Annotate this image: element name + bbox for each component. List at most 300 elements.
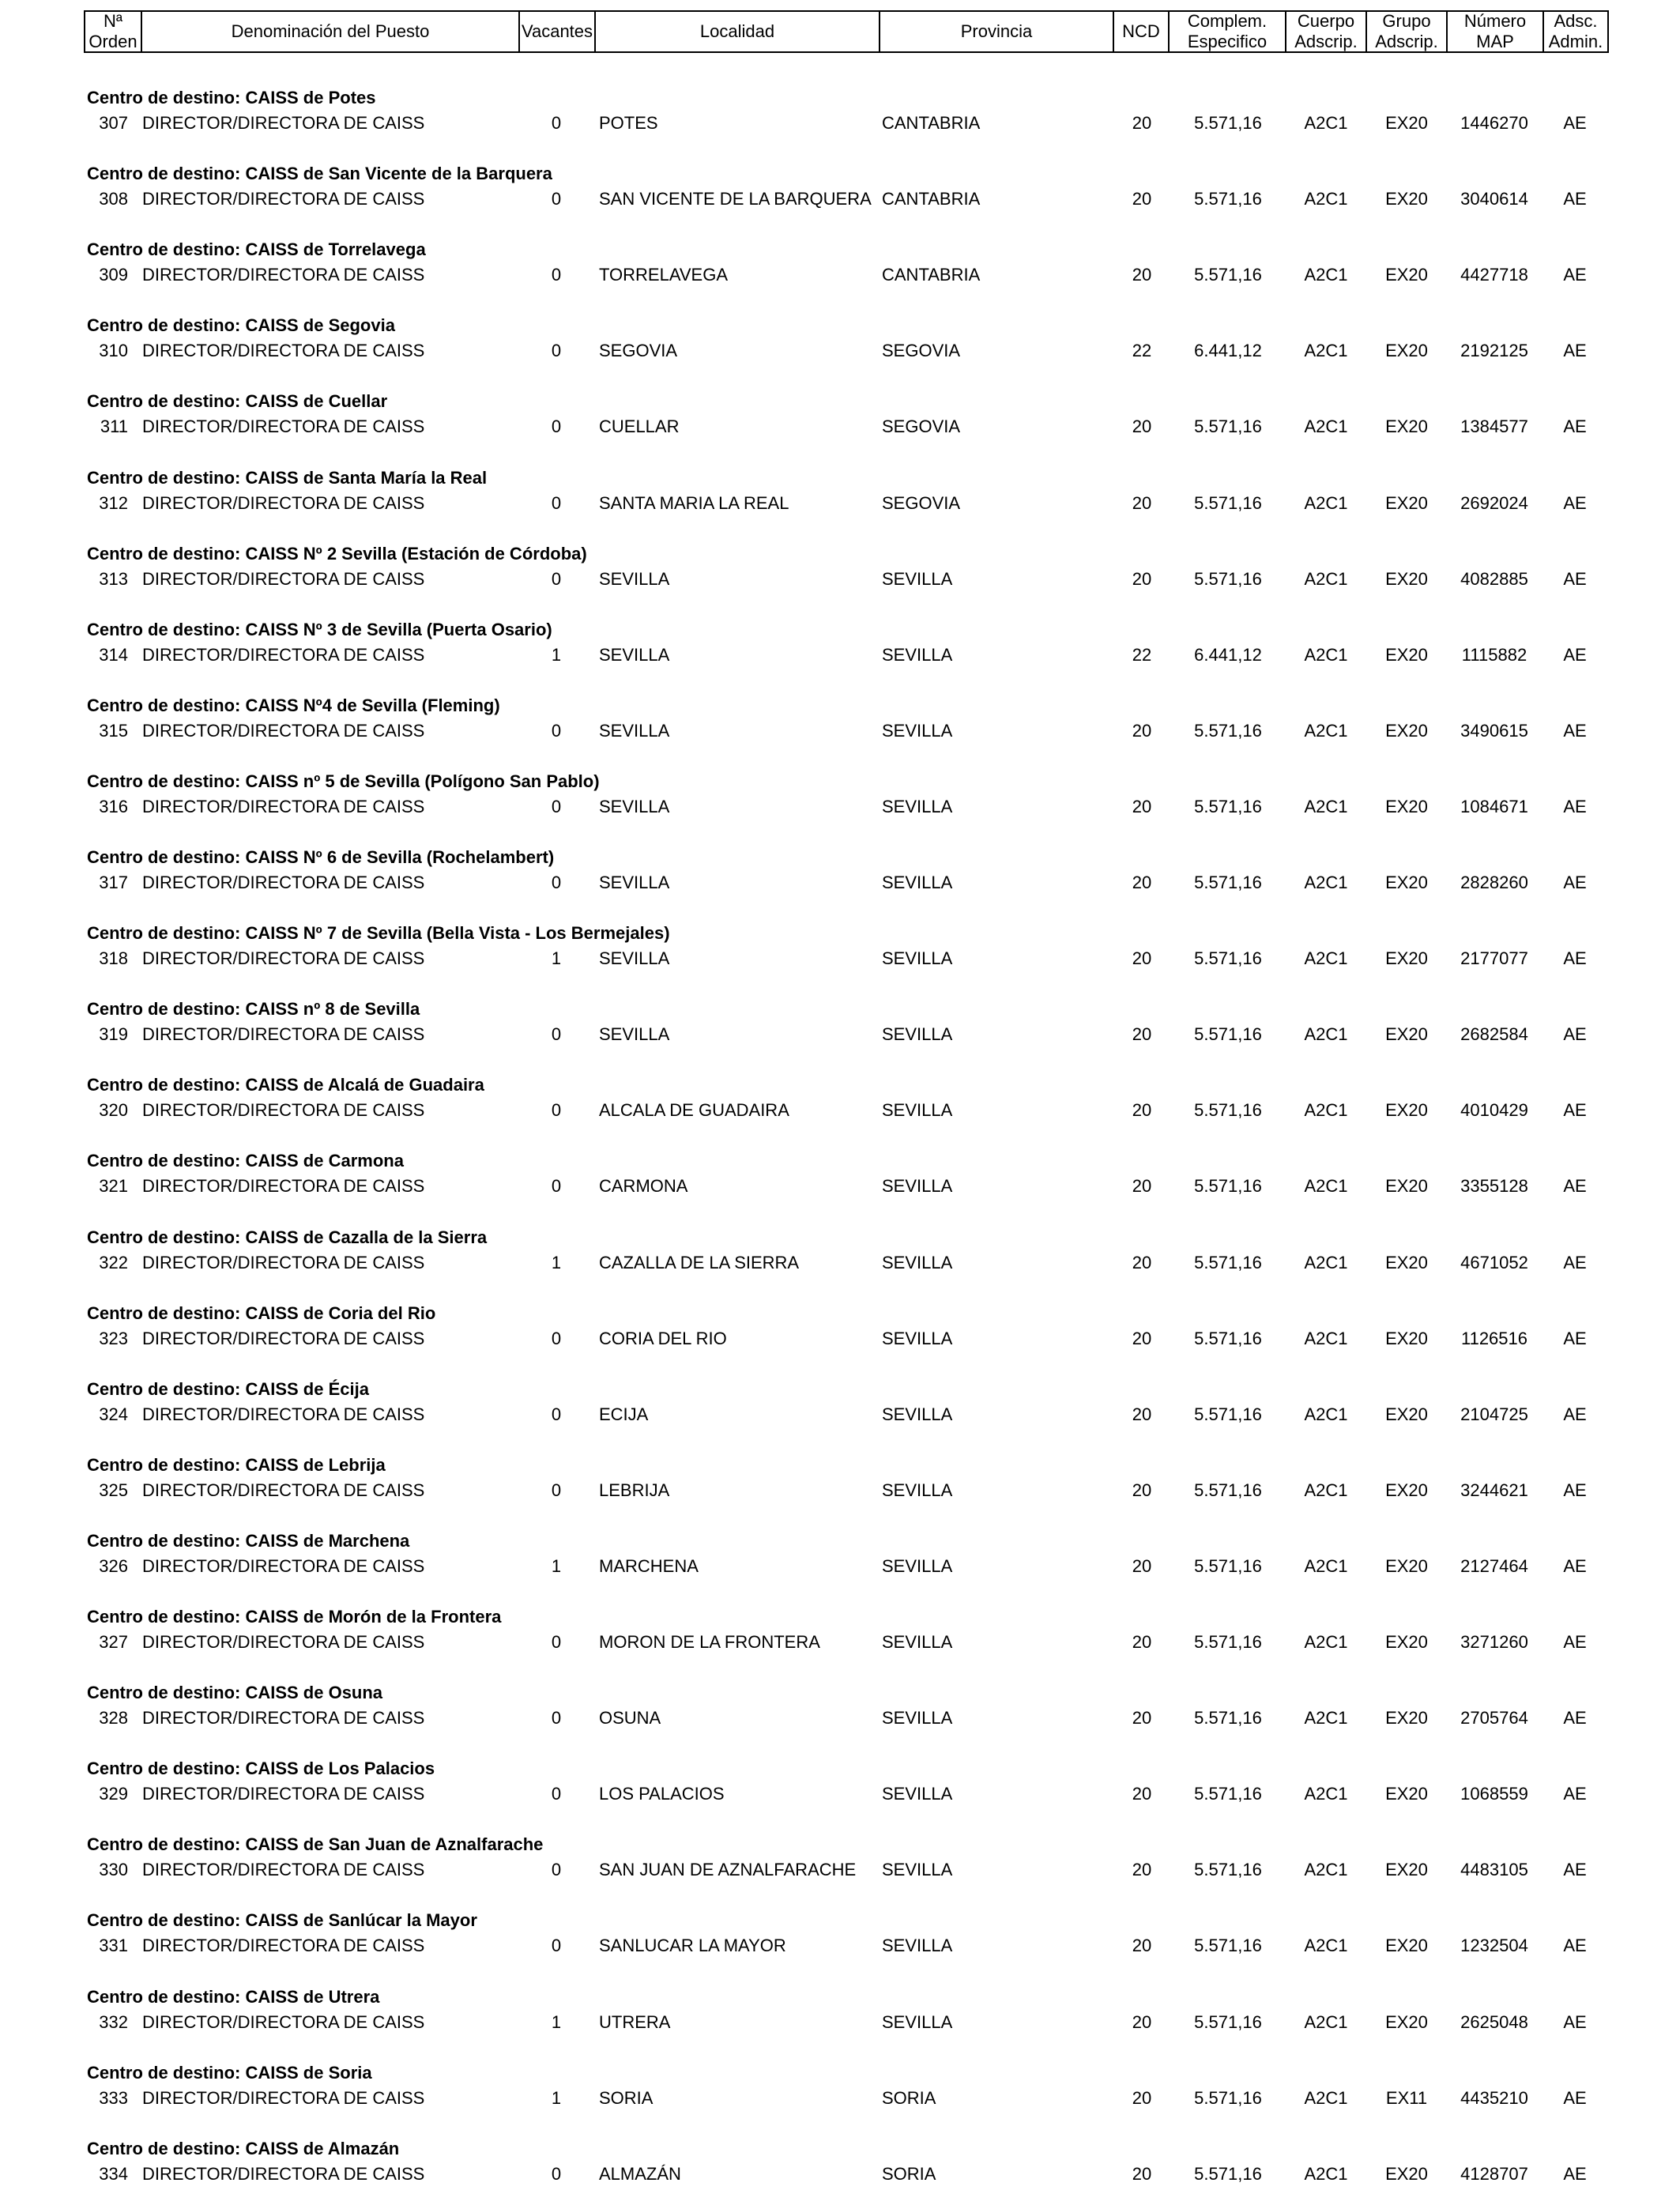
cell-vacantes: 0 bbox=[551, 1176, 562, 1196]
header-complemento bbox=[1168, 10, 1286, 53]
cell-orden: 308 bbox=[99, 189, 128, 209]
cell-puesto: DIRECTOR/DIRECTORA DE CAISS bbox=[142, 1100, 425, 1120]
cell-localidad: ECIJA bbox=[599, 1404, 649, 1424]
cell-adsc: AE bbox=[1563, 721, 1587, 741]
cell-adsc: AE bbox=[1563, 2164, 1587, 2184]
cell-localidad: CORIA DEL RIO bbox=[599, 1329, 727, 1348]
cell-vacantes: 1 bbox=[551, 1556, 562, 1576]
cell-complemento: 5.571,16 bbox=[1194, 797, 1262, 816]
centro-title: Centro de destino: CAISS Nº 7 de Sevilla (Bella Vista - Los Bermejales) bbox=[87, 923, 670, 943]
cell-map: 3271260 bbox=[1460, 1632, 1528, 1652]
header-cuerpo-label: Cuerpo Adscrip. bbox=[1294, 11, 1358, 51]
centro-title: Centro de destino: CAISS nº 8 de Sevilla bbox=[87, 999, 420, 1019]
cell-cuerpo: A2C1 bbox=[1304, 1708, 1348, 1728]
centro-title: Centro de destino: CAISS de Torrelavega bbox=[87, 239, 426, 259]
cell-adsc: AE bbox=[1563, 797, 1587, 816]
cell-ncd: 20 bbox=[1132, 189, 1152, 209]
cell-cuerpo: A2C1 bbox=[1304, 1176, 1348, 1196]
centro-title: Centro de destino: CAISS de Lebrija bbox=[87, 1455, 386, 1475]
centro-title: Centro de destino: CAISS de Marchena bbox=[87, 1531, 410, 1551]
cell-ncd: 20 bbox=[1132, 1404, 1152, 1424]
cell-vacantes: 1 bbox=[551, 2012, 562, 2032]
cell-map: 4435210 bbox=[1460, 2088, 1528, 2108]
cell-map: 1115882 bbox=[1461, 645, 1527, 665]
cell-provincia: CANTABRIA bbox=[882, 265, 981, 285]
cell-cuerpo: A2C1 bbox=[1304, 341, 1348, 360]
cell-grupo: EX20 bbox=[1385, 1404, 1428, 1424]
cell-ncd: 20 bbox=[1132, 1480, 1152, 1500]
cell-complemento: 5.571,16 bbox=[1194, 873, 1262, 892]
cell-complemento: 5.571,16 bbox=[1194, 2164, 1262, 2184]
cell-grupo: EX20 bbox=[1385, 1936, 1428, 1955]
header-denominacion-label: Denominación del Puesto bbox=[231, 21, 430, 41]
cell-map: 1384577 bbox=[1460, 417, 1528, 436]
cell-puesto: DIRECTOR/DIRECTORA DE CAISS bbox=[142, 569, 425, 589]
cell-localidad: SANLUCAR LA MAYOR bbox=[599, 1936, 786, 1955]
cell-grupo: EX20 bbox=[1385, 645, 1428, 665]
cell-complemento: 5.571,16 bbox=[1194, 2012, 1262, 2032]
centro-title: Centro de destino: CAISS de Los Palacios bbox=[87, 1759, 435, 1778]
cell-ncd: 20 bbox=[1132, 1936, 1152, 1955]
cell-puesto: DIRECTOR/DIRECTORA DE CAISS bbox=[142, 2012, 425, 2032]
cell-puesto: DIRECTOR/DIRECTORA DE CAISS bbox=[142, 1708, 425, 1728]
cell-provincia: SEGOVIA bbox=[882, 417, 961, 436]
cell-grupo: EX20 bbox=[1385, 1329, 1428, 1348]
cell-puesto: DIRECTOR/DIRECTORA DE CAISS bbox=[142, 1936, 425, 1955]
cell-provincia: SEVILLA bbox=[882, 873, 953, 892]
cell-adsc: AE bbox=[1563, 1936, 1587, 1955]
cell-vacantes: 0 bbox=[551, 1024, 562, 1044]
cell-provincia: SEVILLA bbox=[882, 1404, 953, 1424]
cell-localidad: OSUNA bbox=[599, 1708, 661, 1728]
cell-vacantes: 0 bbox=[551, 1632, 562, 1652]
cell-ncd: 20 bbox=[1132, 2088, 1152, 2108]
cell-orden: 331 bbox=[99, 1936, 128, 1955]
centro-title: Centro de destino: CAISS de Coria del Rio bbox=[87, 1303, 436, 1323]
cell-orden: 326 bbox=[99, 1556, 128, 1576]
cell-map: 4483105 bbox=[1460, 1860, 1528, 1879]
cell-complemento: 5.571,16 bbox=[1194, 1024, 1262, 1044]
cell-provincia: SEGOVIA bbox=[882, 493, 961, 513]
header-localidad-label: Localidad bbox=[699, 21, 775, 41]
cell-puesto: DIRECTOR/DIRECTORA DE CAISS bbox=[142, 1860, 425, 1879]
cell-orden: 322 bbox=[99, 1253, 128, 1272]
centro-title: Centro de destino: CAISS de Potes bbox=[87, 88, 376, 107]
cell-grupo: EX20 bbox=[1385, 189, 1428, 209]
cell-ncd: 22 bbox=[1132, 645, 1152, 665]
cell-cuerpo: A2C1 bbox=[1304, 189, 1348, 209]
cell-vacantes: 0 bbox=[551, 797, 562, 816]
cell-map: 1126516 bbox=[1460, 1329, 1527, 1348]
header-map bbox=[1446, 10, 1544, 53]
cell-cuerpo: A2C1 bbox=[1304, 493, 1348, 513]
cell-vacantes: 0 bbox=[551, 1329, 562, 1348]
cell-complemento: 5.571,16 bbox=[1194, 1784, 1262, 1804]
cell-map: 2682584 bbox=[1460, 1024, 1528, 1044]
cell-ncd: 22 bbox=[1132, 341, 1152, 360]
cell-puesto: DIRECTOR/DIRECTORA DE CAISS bbox=[142, 341, 425, 360]
cell-cuerpo: A2C1 bbox=[1304, 113, 1348, 133]
cell-provincia: SEVILLA bbox=[882, 721, 953, 741]
cell-cuerpo: A2C1 bbox=[1304, 1556, 1348, 1576]
centro-title: Centro de destino: CAISS de Santa María la Real bbox=[87, 468, 488, 488]
cell-adsc: AE bbox=[1563, 1860, 1587, 1879]
cell-grupo: EX20 bbox=[1385, 1708, 1428, 1728]
cell-puesto: DIRECTOR/DIRECTORA DE CAISS bbox=[142, 2164, 425, 2184]
cell-localidad: ALCALA DE GUADAIRA bbox=[599, 1100, 789, 1120]
cell-vacantes: 0 bbox=[551, 417, 562, 436]
cell-vacantes: 0 bbox=[551, 873, 562, 892]
centro-title: Centro de destino: CAISS de Carmona bbox=[87, 1151, 404, 1171]
cell-orden: 321 bbox=[99, 1176, 128, 1196]
cell-provincia: SEVILLA bbox=[882, 645, 953, 665]
cell-localidad: SEVILLA bbox=[599, 948, 670, 968]
cell-grupo: EX20 bbox=[1385, 417, 1428, 436]
cell-complemento: 5.571,16 bbox=[1194, 721, 1262, 741]
cell-ncd: 20 bbox=[1132, 2164, 1152, 2184]
cell-vacantes: 0 bbox=[551, 1784, 562, 1804]
header-localidad bbox=[594, 10, 880, 53]
cell-vacantes: 1 bbox=[551, 2088, 562, 2108]
cell-localidad: MORON DE LA FRONTERA bbox=[599, 1632, 820, 1652]
cell-provincia: SORIA bbox=[882, 2164, 936, 2184]
cell-orden: 312 bbox=[99, 493, 128, 513]
header-grupo bbox=[1365, 10, 1448, 53]
cell-grupo: EX20 bbox=[1385, 721, 1428, 741]
cell-orden: 324 bbox=[99, 1404, 128, 1424]
cell-orden: 311 bbox=[100, 417, 128, 436]
cell-provincia: SEVILLA bbox=[882, 1100, 953, 1120]
centro-title: Centro de destino: CAISS Nº 3 de Sevilla (Puerta Osario) bbox=[87, 620, 552, 639]
header-cuerpo bbox=[1285, 10, 1367, 53]
cell-puesto: DIRECTOR/DIRECTORA DE CAISS bbox=[142, 1253, 425, 1272]
cell-provincia: SEVILLA bbox=[882, 569, 953, 589]
cell-adsc: AE bbox=[1563, 2088, 1587, 2108]
cell-cuerpo: A2C1 bbox=[1304, 2164, 1348, 2184]
cell-vacantes: 0 bbox=[551, 1480, 562, 1500]
cell-provincia: SORIA bbox=[882, 2088, 936, 2108]
cell-orden: 330 bbox=[99, 1860, 128, 1879]
cell-provincia: SEVILLA bbox=[882, 1329, 953, 1348]
cell-map: 2192125 bbox=[1460, 341, 1528, 360]
cell-cuerpo: A2C1 bbox=[1304, 2088, 1348, 2108]
cell-puesto: DIRECTOR/DIRECTORA DE CAISS bbox=[142, 797, 425, 816]
header-ncd-label: NCD bbox=[1122, 21, 1160, 41]
cell-map: 2692024 bbox=[1460, 493, 1528, 513]
header-orden bbox=[84, 10, 142, 53]
cell-provincia: SEVILLA bbox=[882, 1708, 953, 1728]
cell-orden: 334 bbox=[99, 2164, 128, 2184]
cell-vacantes: 1 bbox=[551, 948, 562, 968]
cell-adsc: AE bbox=[1563, 569, 1587, 589]
centro-title: Centro de destino: CAISS nº 5 de Sevilla (Polígono San Pablo) bbox=[87, 771, 600, 791]
cell-grupo: EX20 bbox=[1385, 569, 1428, 589]
cell-vacantes: 0 bbox=[551, 113, 562, 133]
cell-ncd: 20 bbox=[1132, 797, 1152, 816]
cell-map: 4671052 bbox=[1460, 1253, 1528, 1272]
cell-adsc: AE bbox=[1563, 1480, 1587, 1500]
cell-complemento: 5.571,16 bbox=[1194, 113, 1262, 133]
cell-ncd: 20 bbox=[1132, 569, 1152, 589]
cell-complemento: 6.441,12 bbox=[1194, 341, 1262, 360]
centro-title: Centro de destino: CAISS de Cazalla de la Sierra bbox=[87, 1227, 488, 1247]
cell-orden: 328 bbox=[99, 1708, 128, 1728]
cell-cuerpo: A2C1 bbox=[1304, 1404, 1348, 1424]
cell-puesto: DIRECTOR/DIRECTORA DE CAISS bbox=[142, 1784, 425, 1804]
cell-vacantes: 0 bbox=[551, 189, 562, 209]
cell-vacantes: 0 bbox=[551, 1860, 562, 1879]
cell-vacantes: 1 bbox=[551, 1253, 562, 1272]
cell-provincia: SEVILLA bbox=[882, 1176, 953, 1196]
centro-title: Centro de destino: CAISS de Cuellar bbox=[87, 391, 388, 411]
cell-adsc: AE bbox=[1563, 2012, 1587, 2032]
cell-localidad: CUELLAR bbox=[599, 417, 680, 436]
cell-cuerpo: A2C1 bbox=[1304, 1480, 1348, 1500]
cell-map: 4128707 bbox=[1460, 2164, 1528, 2184]
cell-orden: 309 bbox=[99, 265, 128, 285]
header-vacantes-label: Vacantes bbox=[521, 21, 593, 41]
cell-cuerpo: A2C1 bbox=[1304, 948, 1348, 968]
cell-orden: 307 bbox=[99, 113, 128, 133]
cell-grupo: EX11 bbox=[1385, 2088, 1428, 2108]
cell-map: 1446270 bbox=[1460, 113, 1528, 133]
cell-adsc: AE bbox=[1563, 1556, 1587, 1576]
cell-cuerpo: A2C1 bbox=[1304, 1253, 1348, 1272]
cell-vacantes: 1 bbox=[551, 645, 562, 665]
cell-complemento: 5.571,16 bbox=[1194, 1253, 1262, 1272]
header-vacantes bbox=[518, 10, 596, 53]
cell-puesto: DIRECTOR/DIRECTORA DE CAISS bbox=[142, 1404, 425, 1424]
cell-adsc: AE bbox=[1563, 113, 1587, 133]
cell-adsc: AE bbox=[1563, 1329, 1587, 1348]
cell-grupo: EX20 bbox=[1385, 1480, 1428, 1500]
cell-puesto: DIRECTOR/DIRECTORA DE CAISS bbox=[142, 493, 425, 513]
cell-complemento: 5.571,16 bbox=[1194, 265, 1262, 285]
centro-title: Centro de destino: CAISS de Sanlúcar la Mayor bbox=[87, 1910, 477, 1930]
cell-puesto: DIRECTOR/DIRECTORA DE CAISS bbox=[142, 265, 425, 285]
cell-complemento: 5.571,16 bbox=[1194, 493, 1262, 513]
cell-orden: 333 bbox=[99, 2088, 128, 2108]
cell-localidad: CAZALLA DE LA SIERRA bbox=[599, 1253, 800, 1272]
cell-map: 4427718 bbox=[1460, 265, 1528, 285]
cell-cuerpo: A2C1 bbox=[1304, 873, 1348, 892]
cell-ncd: 20 bbox=[1132, 2012, 1152, 2032]
cell-orden: 314 bbox=[99, 645, 128, 665]
cell-map: 3040614 bbox=[1460, 189, 1528, 209]
cell-cuerpo: A2C1 bbox=[1304, 721, 1348, 741]
cell-provincia: SEVILLA bbox=[882, 1253, 953, 1272]
cell-orden: 327 bbox=[99, 1632, 128, 1652]
cell-vacantes: 0 bbox=[551, 1100, 562, 1120]
cell-vacantes: 0 bbox=[551, 493, 562, 513]
cell-vacantes: 0 bbox=[551, 1404, 562, 1424]
cell-ncd: 20 bbox=[1132, 265, 1152, 285]
cell-complemento: 5.571,16 bbox=[1194, 1100, 1262, 1120]
header-map-label: Número MAP bbox=[1463, 11, 1527, 51]
cell-orden: 323 bbox=[99, 1329, 128, 1348]
cell-localidad: UTRERA bbox=[599, 2012, 671, 2032]
cell-complemento: 5.571,16 bbox=[1194, 569, 1262, 589]
cell-ncd: 20 bbox=[1132, 1176, 1152, 1196]
cell-orden: 317 bbox=[99, 873, 128, 892]
cell-puesto: DIRECTOR/DIRECTORA DE CAISS bbox=[142, 417, 425, 436]
cell-localidad: LEBRIJA bbox=[599, 1480, 670, 1500]
cell-ncd: 20 bbox=[1132, 873, 1152, 892]
cell-cuerpo: A2C1 bbox=[1304, 797, 1348, 816]
cell-grupo: EX20 bbox=[1385, 1100, 1428, 1120]
cell-cuerpo: A2C1 bbox=[1304, 1784, 1348, 1804]
centro-title: Centro de destino: CAISS de Utrera bbox=[87, 1987, 380, 2007]
cell-adsc: AE bbox=[1563, 341, 1587, 360]
cell-cuerpo: A2C1 bbox=[1304, 1632, 1348, 1652]
cell-adsc: AE bbox=[1563, 1404, 1587, 1424]
cell-puesto: DIRECTOR/DIRECTORA DE CAISS bbox=[142, 645, 425, 665]
cell-localidad: SEGOVIA bbox=[599, 341, 678, 360]
cell-ncd: 20 bbox=[1132, 1329, 1152, 1348]
centro-title: Centro de destino: CAISS de Segovia bbox=[87, 315, 395, 335]
cell-localidad: LOS PALACIOS bbox=[599, 1784, 725, 1804]
cell-provincia: SEVILLA bbox=[882, 2012, 953, 2032]
cell-map: 3490615 bbox=[1460, 721, 1528, 741]
cell-grupo: EX20 bbox=[1385, 1632, 1428, 1652]
cell-ncd: 20 bbox=[1132, 1253, 1152, 1272]
cell-localidad: POTES bbox=[599, 113, 658, 133]
cell-grupo: EX20 bbox=[1385, 1860, 1428, 1879]
cell-provincia: CANTABRIA bbox=[882, 113, 981, 133]
header-adsc bbox=[1543, 10, 1609, 53]
cell-localidad: TORRELAVEGA bbox=[599, 265, 729, 285]
centro-title: Centro de destino: CAISS de Écija bbox=[87, 1379, 369, 1399]
cell-puesto: DIRECTOR/DIRECTORA DE CAISS bbox=[142, 189, 425, 209]
cell-vacantes: 0 bbox=[551, 341, 562, 360]
cell-adsc: AE bbox=[1563, 1632, 1587, 1652]
cell-grupo: EX20 bbox=[1385, 873, 1428, 892]
header-provincia-label: Provincia bbox=[960, 21, 1033, 41]
cell-grupo: EX20 bbox=[1385, 2012, 1428, 2032]
cell-complemento: 5.571,16 bbox=[1194, 1860, 1262, 1879]
cell-ncd: 20 bbox=[1132, 113, 1152, 133]
cell-grupo: EX20 bbox=[1385, 1024, 1428, 1044]
cell-localidad: SAN VICENTE DE LA BARQUERA bbox=[599, 189, 872, 209]
header-orden-label: Nª Orden bbox=[89, 11, 137, 51]
cell-complemento: 5.571,16 bbox=[1194, 1632, 1262, 1652]
cell-orden: 329 bbox=[99, 1784, 128, 1804]
centro-title: Centro de destino: CAISS de Soria bbox=[87, 2063, 372, 2083]
cell-provincia: SEVILLA bbox=[882, 948, 953, 968]
cell-map: 2625048 bbox=[1460, 2012, 1528, 2032]
cell-orden: 319 bbox=[99, 1024, 128, 1044]
cell-ncd: 20 bbox=[1132, 948, 1152, 968]
cell-provincia: SEVILLA bbox=[882, 1784, 953, 1804]
cell-adsc: AE bbox=[1563, 1024, 1587, 1044]
cell-orden: 325 bbox=[99, 1480, 128, 1500]
cell-grupo: EX20 bbox=[1385, 113, 1428, 133]
cell-ncd: 20 bbox=[1132, 1556, 1152, 1576]
cell-ncd: 20 bbox=[1132, 1024, 1152, 1044]
cell-complemento: 5.571,16 bbox=[1194, 1936, 1262, 1955]
cell-cuerpo: A2C1 bbox=[1304, 569, 1348, 589]
cell-puesto: DIRECTOR/DIRECTORA DE CAISS bbox=[142, 721, 425, 741]
cell-complemento: 5.571,16 bbox=[1194, 1329, 1262, 1348]
cell-map: 4082885 bbox=[1460, 569, 1528, 589]
cell-grupo: EX20 bbox=[1385, 341, 1428, 360]
cell-puesto: DIRECTOR/DIRECTORA DE CAISS bbox=[142, 1480, 425, 1500]
cell-vacantes: 0 bbox=[551, 721, 562, 741]
cell-ncd: 20 bbox=[1132, 721, 1152, 741]
cell-complemento: 5.571,16 bbox=[1194, 948, 1262, 968]
cell-vacantes: 0 bbox=[551, 2164, 562, 2184]
cell-ncd: 20 bbox=[1132, 493, 1152, 513]
cell-provincia: SEVILLA bbox=[882, 1024, 953, 1044]
cell-cuerpo: A2C1 bbox=[1304, 1024, 1348, 1044]
cell-provincia: SEVILLA bbox=[882, 1556, 953, 1576]
cell-orden: 332 bbox=[99, 2012, 128, 2032]
cell-localidad: SANTA MARIA LA REAL bbox=[599, 493, 789, 513]
cell-provincia: SEVILLA bbox=[882, 797, 953, 816]
centro-title: Centro de destino: CAISS de Morón de la Frontera bbox=[87, 1607, 502, 1627]
cell-adsc: AE bbox=[1563, 265, 1587, 285]
header-provincia bbox=[879, 10, 1114, 53]
cell-map: 2104725 bbox=[1460, 1404, 1528, 1424]
cell-provincia: CANTABRIA bbox=[882, 189, 981, 209]
header-denominacion bbox=[141, 10, 520, 53]
cell-adsc: AE bbox=[1563, 1708, 1587, 1728]
cell-grupo: EX20 bbox=[1385, 1253, 1428, 1272]
cell-vacantes: 0 bbox=[551, 569, 562, 589]
cell-puesto: DIRECTOR/DIRECTORA DE CAISS bbox=[142, 873, 425, 892]
cell-puesto: DIRECTOR/DIRECTORA DE CAISS bbox=[142, 1024, 425, 1044]
cell-cuerpo: A2C1 bbox=[1304, 2012, 1348, 2032]
cell-complemento: 6.441,12 bbox=[1194, 645, 1262, 665]
cell-complemento: 5.571,16 bbox=[1194, 1708, 1262, 1728]
cell-orden: 318 bbox=[99, 948, 128, 968]
header-adsc-label: Adsc. Admin. bbox=[1548, 11, 1603, 51]
centro-title: Centro de destino: CAISS de Almazán bbox=[87, 2139, 400, 2158]
header-grupo-label: Grupo Adscrip. bbox=[1375, 11, 1438, 51]
cell-vacantes: 0 bbox=[551, 265, 562, 285]
cell-localidad: SAN JUAN DE AZNALFARACHE bbox=[599, 1860, 857, 1879]
cell-orden: 316 bbox=[99, 797, 128, 816]
cell-grupo: EX20 bbox=[1385, 1784, 1428, 1804]
cell-adsc: AE bbox=[1563, 1176, 1587, 1196]
cell-cuerpo: A2C1 bbox=[1304, 1936, 1348, 1955]
centro-title: Centro de destino: CAISS Nº 6 de Sevilla (Rochelambert) bbox=[87, 847, 555, 867]
cell-complemento: 5.571,16 bbox=[1194, 189, 1262, 209]
cell-adsc: AE bbox=[1563, 493, 1587, 513]
cell-localidad: ALMAZÁN bbox=[599, 2164, 681, 2184]
cell-provincia: SEVILLA bbox=[882, 1632, 953, 1652]
cell-ncd: 20 bbox=[1132, 417, 1152, 436]
cell-ncd: 20 bbox=[1132, 1784, 1152, 1804]
cell-map: 2705764 bbox=[1460, 1708, 1528, 1728]
cell-map: 4010429 bbox=[1460, 1100, 1528, 1120]
cell-cuerpo: A2C1 bbox=[1304, 1860, 1348, 1879]
header-ncd bbox=[1113, 10, 1170, 53]
cell-ncd: 20 bbox=[1132, 1708, 1152, 1728]
cell-adsc: AE bbox=[1563, 948, 1587, 968]
cell-grupo: EX20 bbox=[1385, 797, 1428, 816]
cell-adsc: AE bbox=[1563, 645, 1587, 665]
cell-grupo: EX20 bbox=[1385, 265, 1428, 285]
cell-adsc: AE bbox=[1563, 1253, 1587, 1272]
cell-map: 3355128 bbox=[1460, 1176, 1528, 1196]
cell-cuerpo: A2C1 bbox=[1304, 1100, 1348, 1120]
cell-grupo: EX20 bbox=[1385, 1556, 1428, 1576]
cell-vacantes: 0 bbox=[551, 1936, 562, 1955]
cell-vacantes: 0 bbox=[551, 1708, 562, 1728]
cell-cuerpo: A2C1 bbox=[1304, 265, 1348, 285]
cell-complemento: 5.571,16 bbox=[1194, 1480, 1262, 1500]
